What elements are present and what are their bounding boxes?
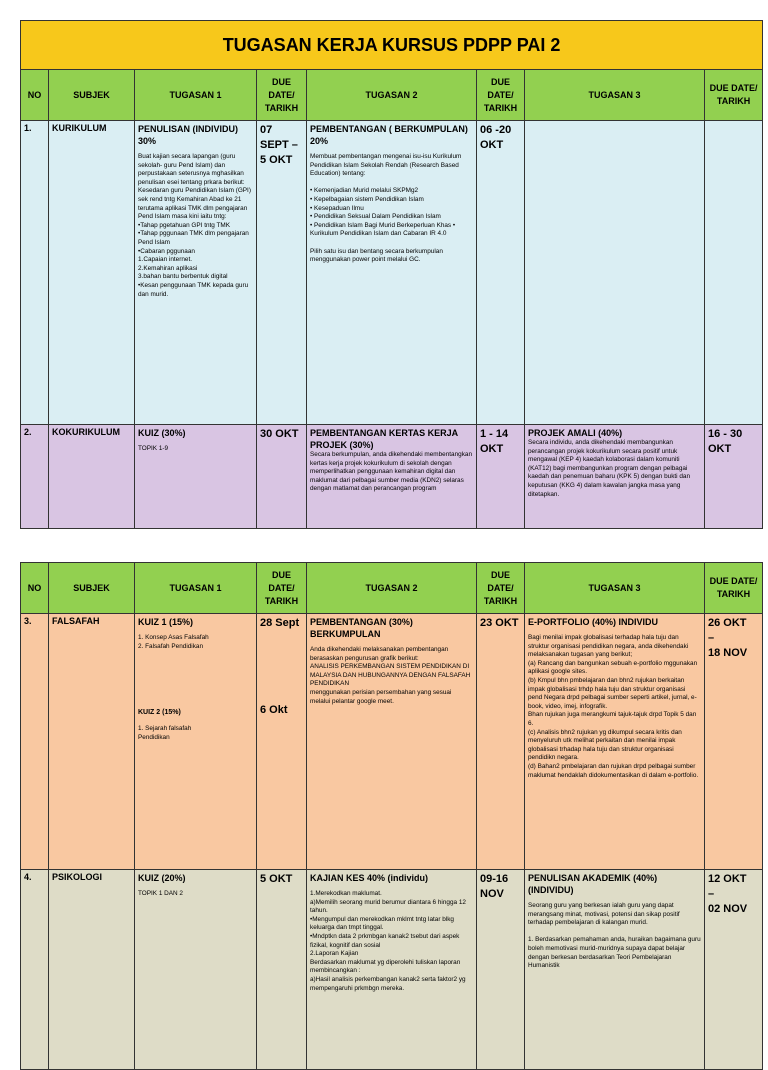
task-3-cell bbox=[525, 425, 705, 529]
table-row bbox=[21, 121, 763, 425]
header-no: NO bbox=[21, 70, 49, 121]
row-number: 2. bbox=[21, 425, 49, 529]
due-date-1: 5 OKT bbox=[257, 870, 307, 1070]
row-number: 4. bbox=[21, 870, 49, 1070]
task-3-title: PROJEK AMALI (40%) bbox=[528, 428, 623, 438]
due-date-3 bbox=[705, 121, 763, 425]
task-2-title: PEMBENTANGAN ( BERKUMPULAN) 20% bbox=[310, 124, 468, 146]
due-date-1a: 28 Sept bbox=[260, 617, 300, 629]
task-3-cell bbox=[525, 870, 705, 1070]
task-2-cell bbox=[307, 121, 477, 425]
task-1-title: PENULISAN (INDIVIDU) 30% bbox=[138, 124, 239, 146]
due-date-2: 23 OKT bbox=[477, 614, 525, 870]
task-2-cell bbox=[307, 870, 477, 1070]
due-date-3: 12 OKT – 02 NOV bbox=[705, 870, 763, 1070]
header-due-2: DUE DATE/ TARIKH bbox=[477, 70, 525, 121]
task-2-cell bbox=[307, 425, 477, 529]
row-number: 1. bbox=[21, 121, 49, 425]
table-row bbox=[21, 425, 763, 529]
row-number: 3. bbox=[21, 614, 49, 870]
task-3-cell bbox=[525, 614, 705, 870]
task-1-body: TOPIK 1-9 bbox=[138, 445, 169, 452]
task-3-cell bbox=[525, 121, 705, 425]
task-2-title: PEMBENTANGAN KERTAS KERJA PROJEK (30%) bbox=[310, 428, 458, 450]
task-1-body-2: 1. Sejarah falsafah Pendidikan bbox=[138, 725, 192, 741]
row-subject: FALSAFAH bbox=[49, 614, 135, 870]
task-1-title: KUIZ (20%) bbox=[138, 873, 186, 883]
task-3-title: PENULISAN AKADEMIK (40%) (INDIVIDU) bbox=[528, 873, 658, 895]
task-1-body: 1. Konsep Asas Falsafah 2. Falsafah Pendidikan bbox=[138, 634, 209, 650]
row-subject: KOKURIKULUM bbox=[49, 425, 135, 529]
header-due-2: DUE DATE/ TARIKH bbox=[477, 563, 525, 614]
header-due-3: DUE DATE/ TARIKH bbox=[705, 563, 763, 614]
task-1-cell bbox=[135, 121, 257, 425]
task-3-body: Bagi menilai impak globalisasi terhadap hala tuju dan struktur organisasi pendidikan negara, anda dikehendaki melaksanakan tugasan yang berikut; (a) Rancang dan bangunkan sebuah e-portfolio mggunakan aplikasi google sites. (b) Kmpul bhn pmbelajaran dan bhn2 rujukan berkaitan impak globalisasi trhdp hala tuju dan struktur organisasi pend Negara drpd pelbagai sumber seperti artikel, jurnal, e-book, video, imej, infografik. Bhan rujukan juga merangkumi tajuk-tajuk drpd Topik 5 dan 6. (c) Analisis bhn2 rujukan yg dikumpul secara kritis dan menyeluruh utk melihat perkaitan dan menilai impak globalisasi trhadap hala tuju dan struktur organisasi pendidikn negara. (d) Bahan2 pmbelajaran dan rujukan drpd pelbagai sumber maklumat hendaklah didokumentasikan di dalam e-portfolio. bbox=[528, 634, 699, 779]
task-2-body: Secara berkumpulan, anda dikehendaki membentangkan kertas kerja projek kokurikulum di sekolah dengan memperlihatkan penggunaan kemahiran digital dan maklumat dari pelbagai sumber media (KDN2) selaras dengan matlamat dan perancangan program bbox=[310, 451, 473, 493]
due-date-1: 30 OKT bbox=[257, 425, 307, 529]
header-subjek: SUBJEK bbox=[49, 563, 135, 614]
task-1-cell bbox=[135, 425, 257, 529]
header-tugasan-3: TUGASAN 3 bbox=[525, 563, 705, 614]
task-1-title-2: KUIZ 2 (15%) bbox=[138, 709, 181, 717]
coursework-table-2 bbox=[20, 562, 763, 1070]
task-1-cell bbox=[135, 870, 257, 1070]
due-date-1 bbox=[257, 614, 307, 870]
task-2-title: PEMBENTANGAN (30%) BERKUMPULAN bbox=[310, 617, 413, 639]
task-2-cell bbox=[307, 614, 477, 870]
task-3-body: Seorang guru yang berkesan ialah guru yang dapat merangsang minat, motivasi, potensi dan sikap positif terhadap pembelajaran di kalangan murid. 1. Berdasarkan pemahaman anda, huraikan bagaimana guru boleh memotivasi murid-muridnya supaya dapat belajar dengan berkesan berdasarkan Teori Pembelajaran Humanistik bbox=[528, 902, 701, 970]
coursework-table-1 bbox=[20, 20, 763, 529]
task-1-cell bbox=[135, 614, 257, 870]
header-due-3: DUE DATE/ TARIKH bbox=[705, 70, 763, 121]
due-date-3: 16 - 30 OKT bbox=[705, 425, 763, 529]
header-due-1: DUE DATE/ TARIKH bbox=[257, 70, 307, 121]
header-tugasan-2: TUGASAN 2 bbox=[307, 70, 477, 121]
row-subject: KURIKULUM bbox=[49, 121, 135, 425]
task-1-title: KUIZ (30%) bbox=[138, 428, 186, 438]
task-1-body: Buat kajian secara lapangan (guru sekolah- guru Pend Islam) dan perpustakaan seterusnya mghasilkan penulisan esei tentang prkara berikut: Kesedaran guru Pendidikan Islam (GPI) sek rend tntg Kemahiran Abad ke 21 terutama aplikasi TMK dlm pengajaran Pend Islam masa kini iaitu tntg: •Tahap pgetahuan GPI tntg TMK •Tahap pggunaan TMK dlm pengajaran Pend Islam •Cabaran pggunaan 1.Capaian internet. 2.Kemahiran aplikasi 3.bahan bantu berbentuk digital •Kesan penggunaan TMK kepada guru dan murid. bbox=[138, 153, 251, 298]
due-date-2: 06 -20 OKT bbox=[477, 121, 525, 425]
header-tugasan-2: TUGASAN 2 bbox=[307, 563, 477, 614]
table-row bbox=[21, 870, 763, 1070]
task-3-body: Secara individu, anda dikehendaki membangunkan perancangan projek kokurikulum secara positif untuk mengawal (KEP 4) kaedah kolaborasi dalam komuniti (KAT12) bagi membangunkan program dengan pelbagai kaedah dan penemuan baharu (KPK 5) dengan bukti dan keputusan (KKG 4) dalam kawalan jangka masa yang ditetapkan. bbox=[528, 439, 691, 498]
header-due-1: DUE DATE/ TARIKH bbox=[257, 563, 307, 614]
task-1-title: KUIZ 1 (15%) bbox=[138, 617, 194, 627]
due-date-1b: 6 Okt bbox=[260, 704, 288, 716]
task-2-body: 1.Merekodkan maklumat. a)Memilih seorang murid berumur diantara 6 hingga 12 tahun. •Mengumpul dan merekodkan mklmt tntg latar blkg keluarga dan tmpt tinggal. •Mndptkn data 2 prkmbgan kanak2 tsebut dari aspek fizikal, kognitif dan sosial 2.Laporan Kajian Berdasarkan maklumat yg diperolehi tuliskan laporan membincangkan : a)Hasil analisis perkembangan kanak2 serta faktor2 yg mempengaruhi prkmbgn mereka. bbox=[310, 890, 466, 992]
due-date-2: 1 - 14 OKT bbox=[477, 425, 525, 529]
task-2-body: Membuat pembentangan mengenai isu-isu Kurikulum Pendidikan Islam Sekolah Rendah (Research Based Education) tentang: • Kemenjadian Murid melalui SKPMg2 • Kepelbagaian sistem Pendidikan Islam • Kesepaduan Ilmu • Pendidikan Seksual Dalam Pendidikan Islam • Pendidikan Islam Bagi Murid Berkeperluan Khas • Kurikulum Pendidikan Islam dan Cabaran IR 4.0 Pilih satu isu dan bentang secara berkumpulan menggunakan power point melalui GC. bbox=[310, 153, 462, 264]
header-tugasan-3: TUGASAN 3 bbox=[525, 70, 705, 121]
header-tugasan-1: TUGASAN 1 bbox=[135, 563, 257, 614]
header-no: NO bbox=[21, 563, 49, 614]
header-subjek: SUBJEK bbox=[49, 70, 135, 121]
due-date-2: 09-16 NOV bbox=[477, 870, 525, 1070]
row-subject: PSIKOLOGI bbox=[49, 870, 135, 1070]
table-row bbox=[21, 614, 763, 870]
due-date-3: 26 OKT – 18 NOV bbox=[705, 614, 763, 870]
task-1-body: TOPIK 1 DAN 2 bbox=[138, 890, 183, 897]
task-3-title: E-PORTFOLIO (40%) INDIVIDU bbox=[528, 617, 659, 627]
task-2-body: Anda dikehendaki melaksanakan pembentangan berasaskan pengurusan grafik berikut: ANALISIS PERKEMBANGAN SISTEM PENDIDIKAN DI MALAYSIA DAN HUBUNGANNYA DENGAN FALSAFAH PENDIDIKAN menggunakan perisian persembahan yang sesuai melalui pelantar google meet. bbox=[310, 646, 471, 705]
header-tugasan-1: TUGASAN 1 bbox=[135, 70, 257, 121]
task-2-title: KAJIAN KES 40% (individu) bbox=[310, 873, 429, 883]
page-title: TUGASAN KERJA KURSUS PDPP PAI 2 bbox=[21, 21, 763, 70]
due-date-1: 07 SEPT – 5 OKT bbox=[257, 121, 307, 425]
